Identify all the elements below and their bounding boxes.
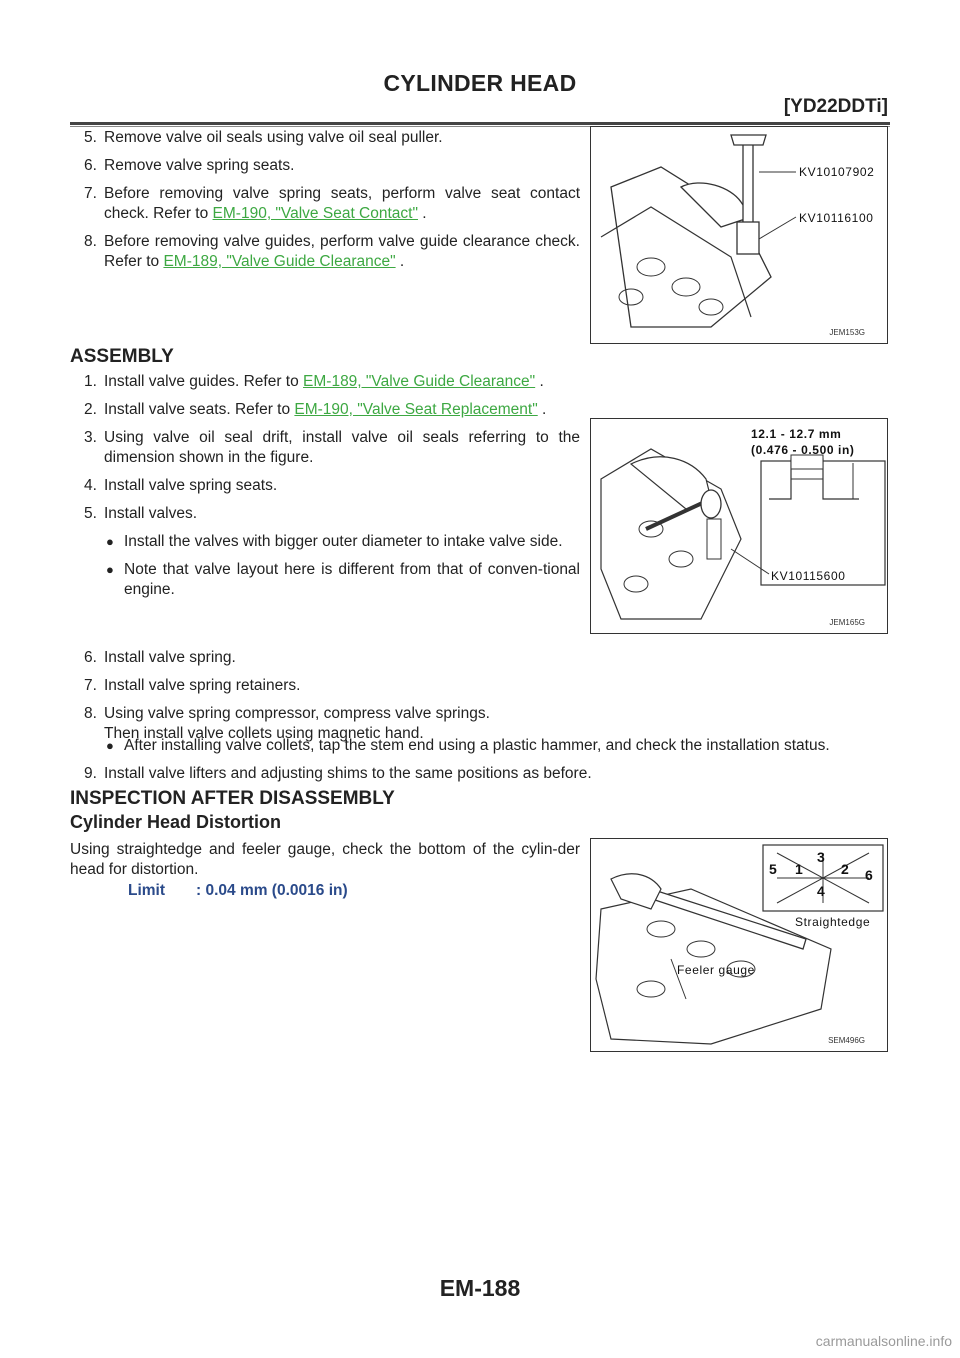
step-6: 6. Remove valve spring seats. bbox=[84, 157, 295, 174]
step-7: 7. Before removing valve spring seats, perform valve seat contact check. Refer to EM-190, "Valve Seat Contact" . bbox=[84, 185, 580, 222]
watermark: carmanualsonline.info bbox=[815, 1333, 952, 1349]
link-valve-guide-clearance[interactable]: EM-189, "Valve Guide Clearance" bbox=[163, 253, 396, 270]
header-rule bbox=[70, 122, 890, 125]
bullet-icon: ● bbox=[106, 738, 114, 753]
assembly-step-3: 3. Using valve oil seal drift, install valve oil seals referring to the dimension shown in the figure. bbox=[84, 429, 580, 466]
position-number-3: 3 bbox=[817, 849, 826, 865]
subheading-distortion: Cylinder Head Distortion bbox=[70, 812, 282, 832]
tool-label-kv10115600: KV10115600 bbox=[771, 569, 846, 583]
position-number-2: 2 bbox=[841, 861, 850, 877]
page-title: CYLINDER HEAD bbox=[383, 70, 577, 96]
valve-seal-puller-illustration bbox=[591, 127, 887, 343]
bullet-valve-layout: ● Note that valve layout here is different from that of conven-tional engine. bbox=[106, 561, 580, 598]
figure-valve-seal-puller bbox=[590, 126, 888, 344]
limit-label: Limit bbox=[128, 882, 166, 899]
assembly-step-2: 2. Install valve seats. Refer to EM-190, "Valve Seat Replacement" . bbox=[84, 401, 547, 418]
label-straightedge: Straightedge bbox=[795, 915, 871, 929]
dimension-in: (0.476 - 0.500 in) bbox=[751, 443, 855, 457]
disassembly-steps bbox=[84, 128, 580, 280]
label-feeler-gauge: Feeler gauge bbox=[677, 963, 755, 977]
link-valve-seat-contact[interactable]: EM-190, "Valve Seat Contact" bbox=[212, 205, 418, 222]
assembly-step-7: 7. Install valve spring retainers. bbox=[84, 677, 301, 694]
figure-code: SEM496G bbox=[828, 1036, 865, 1045]
tool-label-kv10116100: KV10116100 bbox=[799, 211, 874, 225]
assembly-bullet-8 bbox=[84, 736, 888, 792]
bullet-icon: ● bbox=[106, 534, 114, 549]
distortion-instructions: Using straightedge and feeler gauge, check the bottom of the cylin-der head for distortion. bbox=[70, 841, 580, 878]
page-number: EM-188 bbox=[439, 1275, 521, 1301]
position-number-1: 1 bbox=[795, 861, 804, 877]
assembly-step-5: 5. Install valves. bbox=[84, 505, 198, 522]
limit-spec bbox=[128, 882, 348, 900]
link-valve-seat-replacement[interactable]: EM-190, "Valve Seat Replacement" bbox=[294, 401, 538, 418]
figure-code: JEM165G bbox=[829, 618, 865, 627]
bullet-icon: ● bbox=[106, 562, 114, 577]
figure-oil-seal-drift bbox=[590, 418, 888, 634]
figure-code: JEM153G bbox=[829, 328, 865, 337]
limit-value: : 0.04 mm (0.0016 in) bbox=[196, 882, 348, 899]
assembly-step-6: 6. Install valve spring. bbox=[84, 649, 236, 666]
step-5: 5. Remove valve oil seals using valve oil seal puller. bbox=[84, 129, 443, 146]
assembly-step-9: 9. Install valve lifters and adjusting shims to the same positions as before. bbox=[84, 765, 592, 782]
section-heading-inspection: INSPECTION AFTER DISASSEMBLY bbox=[70, 788, 395, 809]
position-number-5: 5 bbox=[769, 861, 778, 877]
assembly-step-1: 1. Install valve guides. Refer to EM-189, "Valve Guide Clearance" . bbox=[84, 373, 544, 390]
assembly-steps bbox=[84, 372, 580, 608]
section-heading-assembly: ASSEMBLY bbox=[70, 346, 174, 367]
engine-model: [YD22DDTi] bbox=[783, 96, 888, 117]
bullet-tap-stem: ● After installing valve collets, tap the stem end using a plastic hammer, and check the installation status. bbox=[106, 737, 830, 754]
assembly-step-8: 8. Using valve spring compressor, compress valve springs. Then install valve collets using magnetic hand. bbox=[84, 705, 490, 742]
tool-label-kv10107902: KV10107902 bbox=[799, 165, 875, 179]
position-number-4: 4 bbox=[817, 883, 826, 899]
link-valve-guide-clearance-2[interactable]: EM-189, "Valve Guide Clearance" bbox=[303, 373, 536, 390]
step-8: 8. Before removing valve guides, perform valve guide clearance check. Refer to EM-189, "Valve Guide Clearance" . bbox=[84, 233, 580, 270]
assembly-step-4: 4. Install valve spring seats. bbox=[84, 477, 278, 494]
bullet-bigger-diameter: ● Install the valves with bigger outer diameter to intake valve side. bbox=[106, 533, 563, 550]
position-number-6: 6 bbox=[865, 867, 874, 883]
figure-distortion-check bbox=[590, 838, 888, 1052]
dimension-mm: 12.1 - 12.7 mm bbox=[751, 427, 842, 441]
